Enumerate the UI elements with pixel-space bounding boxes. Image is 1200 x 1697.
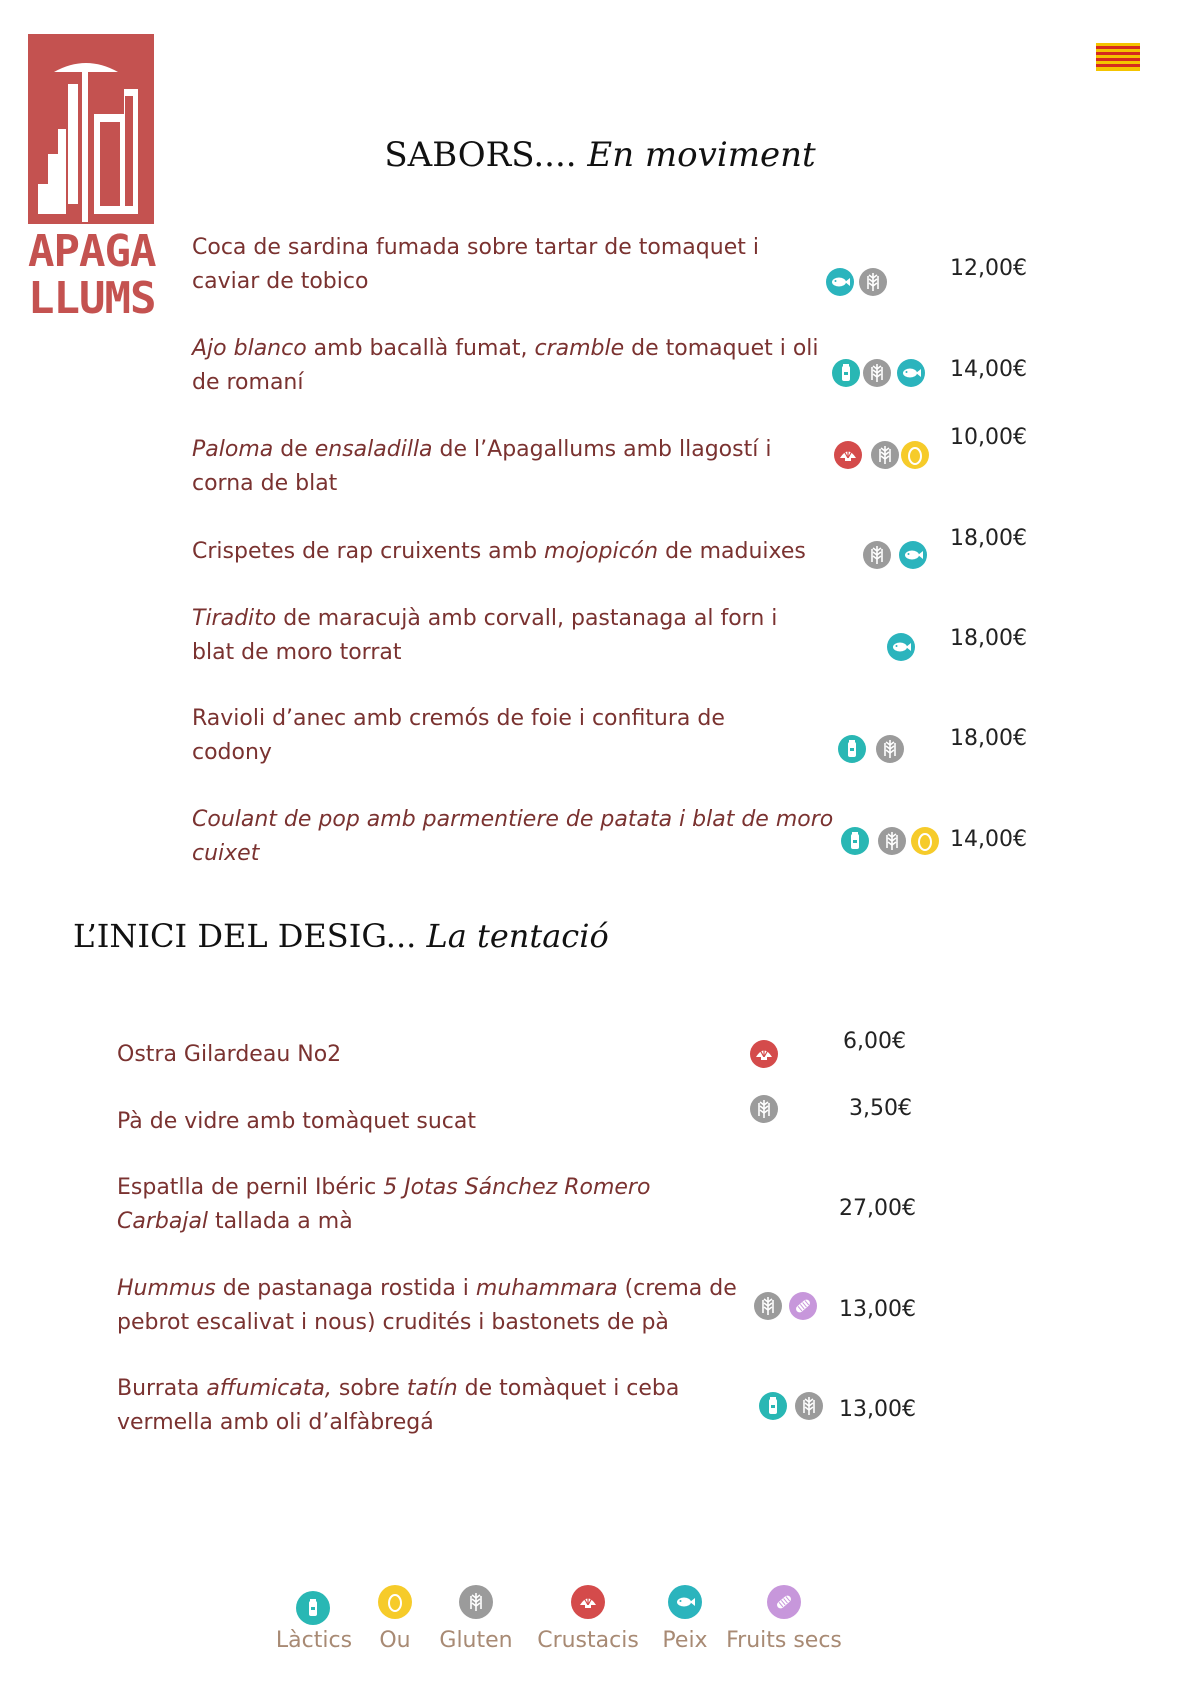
peix-icon [899, 541, 927, 569]
gluten-icon [863, 541, 891, 569]
menu-item-sardina [192, 231, 759, 299]
item-italic: Hummus [117, 1276, 216, 1301]
legend-label-fruits-secs: Fruits secs [726, 1628, 842, 1653]
item-text: (crema de [617, 1276, 737, 1301]
item-line [192, 602, 777, 636]
price: 14,00€ [950, 357, 1027, 382]
legend-label-ou: Ou [379, 1628, 411, 1653]
item-text: Burrata [117, 1376, 207, 1401]
gluten-icon [863, 359, 891, 387]
legend-ou-icon [378, 1585, 412, 1619]
section-2-title-regular: L’INICI DEL DESIG... [73, 917, 427, 955]
price: 14,00€ [950, 827, 1027, 852]
gluten-icon [795, 1392, 823, 1420]
item-text: de l’Apagallums amb llagostí i [432, 437, 772, 462]
item-line: blat de moro torrat [192, 640, 402, 665]
item-italic: cramble [534, 336, 625, 361]
item-line: pebrot escalivat i nous) crudités i bastonets de pà [117, 1310, 669, 1335]
item-italic: Carbajal [117, 1209, 209, 1234]
gluten-icon [878, 827, 906, 855]
ou-icon [911, 827, 939, 855]
item-text: de tomaquet i oli [624, 336, 819, 361]
item-text: sobre [331, 1376, 407, 1401]
legend-label-crustacis: Crustacis [537, 1628, 639, 1653]
logo-line-1: APAGA [28, 226, 156, 277]
menu-item-ravioli [192, 702, 725, 770]
item-italic: affumicata, [206, 1376, 332, 1401]
item-italic: Tiradito [192, 606, 277, 631]
section-1-title-italic: En moviment [587, 135, 816, 175]
logo-wordmark [28, 228, 158, 322]
price: 6,00€ [843, 1029, 906, 1054]
menu-item-burrata [117, 1372, 679, 1440]
menu-item-paloma [192, 433, 771, 501]
legend-lactics-icon [296, 1591, 330, 1625]
item-text: de tomàquet i ceba [457, 1376, 680, 1401]
item-text: de [273, 437, 315, 462]
menu-item-hummus [117, 1272, 737, 1340]
price: 18,00€ [950, 626, 1027, 651]
item-line: de romaní [192, 370, 304, 395]
lactics-icon [759, 1392, 787, 1420]
fruits-secs-icon [789, 1292, 817, 1320]
item-line: Coulant de pop amb parmentiere de patata i blat de moro [192, 807, 834, 832]
item-italic: 5 Jotas Sánchez Romero [383, 1175, 651, 1200]
item-line: Ravioli d’anec amb cremós de foie i confitura de [192, 706, 725, 731]
price: 10,00€ [950, 425, 1027, 450]
legend-label-gluten: Gluten [439, 1628, 513, 1653]
item-line: codony [192, 740, 272, 765]
section-2-title-italic: La tentació [426, 917, 609, 955]
item-line: Coca de sardina fumada sobre tartar de tomaquet i [192, 235, 759, 260]
catalan-flag-icon[interactable] [1096, 43, 1140, 71]
item-line [117, 1171, 650, 1205]
item-line [192, 332, 819, 366]
item-italic: muhammara [475, 1276, 618, 1301]
item-italic: Ajo blanco [192, 336, 307, 361]
item-italic: ensaladilla [314, 437, 433, 462]
menu-item-crispetes [192, 535, 806, 569]
peix-icon [887, 633, 915, 661]
item-text: Espatlla de pernil Ibéric [117, 1175, 384, 1200]
menu-item-coulant [192, 803, 833, 871]
gluten-icon [754, 1292, 782, 1320]
menu-item-ostra [117, 1038, 341, 1072]
item-line [117, 1205, 650, 1239]
gluten-icon [859, 268, 887, 296]
legend-crustacis-icon [571, 1585, 605, 1619]
legend-label-peix: Peix [662, 1628, 708, 1653]
peix-icon [897, 359, 925, 387]
price: 18,00€ [950, 726, 1027, 751]
legend-fruits-secs-icon [767, 1585, 801, 1619]
ou-icon [901, 441, 929, 469]
item-line: Pà de vidre amb tomàquet sucat [117, 1109, 476, 1134]
gluten-icon [871, 441, 899, 469]
item-line [117, 1272, 737, 1306]
item-text: tallada a mà [208, 1209, 353, 1234]
item-line [117, 1372, 679, 1406]
item-line: cuixet [192, 841, 260, 866]
price: 13,00€ [839, 1397, 916, 1422]
section-1-title [0, 135, 1200, 175]
item-text: de maduixes [658, 539, 806, 564]
item-line: Ostra Gilardeau No2 [117, 1042, 342, 1067]
legend-gluten-icon [459, 1585, 493, 1619]
lactics-icon [838, 735, 866, 763]
item-text: de pastanaga rostida i [215, 1276, 476, 1301]
item-line: caviar de tobico [192, 269, 369, 294]
crustacis-icon [750, 1040, 778, 1068]
legend-label-lactics: Làctics [275, 1628, 353, 1653]
logo-line-2: LLUMS [28, 273, 156, 324]
gluten-icon [750, 1095, 778, 1123]
section-2-title [73, 917, 609, 955]
item-text: de maracujà amb corvall, pastanaga al forn i [276, 606, 778, 631]
price: 3,50€ [849, 1096, 912, 1121]
peix-icon [826, 268, 854, 296]
legend-peix-icon [668, 1585, 702, 1619]
price: 18,00€ [950, 526, 1027, 551]
gluten-icon [876, 735, 904, 763]
lactics-icon [841, 827, 869, 855]
item-text: Crispetes de rap cruixents amb [192, 539, 545, 564]
price: 13,00€ [839, 1297, 916, 1322]
menu-item-espatlla [117, 1171, 650, 1239]
price: 12,00€ [950, 256, 1027, 281]
menu-item-ajo-blanco [192, 332, 819, 400]
item-italic: mojopicón [544, 539, 659, 564]
item-italic: tatín [406, 1376, 458, 1401]
item-line [192, 433, 771, 467]
price: 27,00€ [839, 1196, 916, 1221]
item-italic: Paloma [192, 437, 274, 462]
crustacis-icon [834, 441, 862, 469]
item-line [192, 535, 806, 569]
menu-item-pa-de-vidre [117, 1105, 476, 1139]
lactics-icon [832, 359, 860, 387]
item-line: vermella amb oli d’alfàbregá [117, 1410, 434, 1435]
item-text: amb bacallà fumat, [306, 336, 535, 361]
item-line: corna de blat [192, 471, 338, 496]
section-1-title-regular: SABORS.... [384, 135, 588, 175]
menu-item-tiradito [192, 602, 777, 670]
